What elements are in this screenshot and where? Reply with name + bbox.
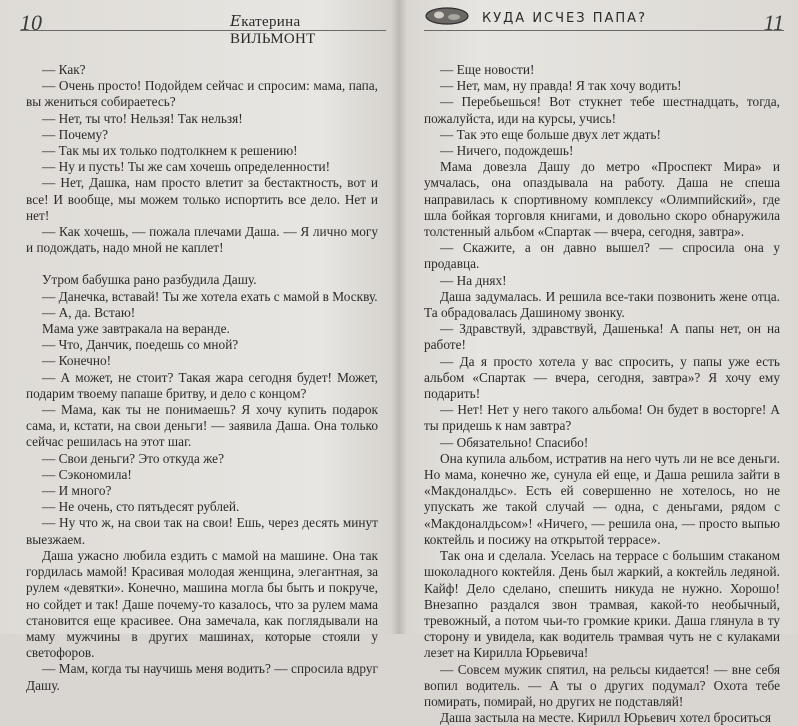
paragraph: — Нет, Дашка, нам просто влетит за бестактность, вот и все! И вообще, мы можем только испортить все дело. Нет и нет! [26,175,378,223]
paragraph: Даша ужасно любила ездить с мамой на машине. Она так гордилась мамой! Красивая молодая женщина, элегантная, за рулем «девятки». Конечно, машина могла бы быть и покруче, но сойдет и так! Даше почему-то казалось, что за рулем мама становится еще красивее. Она замечала, как поглядывали на маму мужчины в других машинах, которые стояли у светофоров. [26,547,378,661]
paragraph: — Нет! Нет у него такого альбома! Он будет в восторге! А ты придешь к нам завтра? [424,402,780,434]
paragraph: — А может, не стоит? Такая жара сегодня будет! Может, подарим твоему папаше бритву, и дело с концом? [26,369,378,401]
author-initial: Е [230,12,242,30]
paragraph: — Сэкономила! [42,466,132,482]
left-page [0,0,396,693]
paragraph: — Еще новости! [440,62,535,77]
series-logo-icon [424,6,470,26]
paragraph: Она купила альбом, истратив на него чуть ли не все деньги. Но мама, конечно же, сунула ей еще, и Даша решила зайти в «Макдоналдьс». Есть ей совершенно не хотелось, но не упускать же такой случай — одна, с деньгами, рядом с «Макдоналдьсом»! «Ничего, — решила она, — просто выпью коктейль и посижу на открытой террасе». [424,450,780,547]
paragraph: — Так это еще больше двух лет ждать! [440,126,661,142]
paragraph: — Нет, мам, ну правда! Я так хочу водить! [440,78,682,94]
paragraph: — Как? [42,62,86,77]
paragraph: — Мама, как ты не понимаешь? Я хочу купить подарок сама, и, кстати, на свои деньги! — заявила Даша. Она только сейчас решилась на этот шаг. [26,402,378,450]
paragraph: — Нет, ты что! Нельзя! Так нельзя! [42,110,243,126]
paragraph: Так она и сделала. Уселась на террасе с большим стаканом шоколадного коктейля. День был жаркий, а коктейль ледяной. Кайф! Дело сделано, спешить никуда не нужно. Хорошо! Внезапно раздался звон трамвая, какой-то необычный, тревожный, а потом чьи-то громкие крики. Даша глянула в ту сторону и увидела, как водитель трамвая чуть не с кулаками лезет на Кирилла Юрьевича! [424,548,780,661]
paragraph: Даша задумалась. И решила все-таки позвонить жене отца. Та обрадовалась Дашиному звонку. [424,288,780,321]
paragraph: — Да я просто хотела у вас спросить, у папы уже есть альбом «Спартак — вчера, сегодня, завтра»? Я хочу ему подарить! [424,353,780,402]
paragraph: — Перебьешься! Вот стукнет тебе шестнадцать, тогда, пожалуйста, иди на курсы, учись! [424,94,780,126]
paragraph: Мама довезла Дашу до метро «Проспект Мира» и умчалась, она опаздывала на работу. Даша не спеша направилась к спортивному комплексу «Олимпийский», где шла бойкая торговля книгами, и довольно скоро обнаружила толстенный альбом «Спартак — вчера, сегодня, завтра». [424,159,780,240]
paragraph: — Очень просто! Подойдем сейчас и спросим: мама, папа, вы жениться собираетесь? [26,78,378,110]
paragraph: — Ничего, подождешь! [440,143,574,159]
paragraph: — И много? [42,483,112,499]
paragraph: — А, да. Встаю! [42,304,136,320]
left-header [20,6,386,47]
paragraph: — Так мы их только подтолкнем к решению! [42,143,298,159]
right-page [402,0,798,726]
paragraph: — Здравствуй, здравствуй, Дашенька! А папы нет, он на работе! [424,321,780,353]
author-name-rest: катерина ВИЛЬМОНТ [230,14,316,47]
paragraph: — Скажите, а он давно вышел? — спросила она у продавца. [424,240,780,272]
paragraph: — Конечно! [42,353,112,369]
paragraph: — Ну и пусть! Ты же сам хочешь определенности! [42,159,331,175]
paragraph: Мама уже завтракала на веранде. [42,321,230,337]
paragraph: — Как хочешь, — пожала плечами Даша. — Я лично могу и подождать, надо мной не каплет! [26,224,378,256]
running-head-title: КУДА ИСЧЕЗ ПАПА? [482,11,647,26]
paragraph: — Данечка, вставай! Ты же хотела ехать с мамой в Москву. [42,288,378,304]
right-header [424,6,784,36]
paragraph: — Ну что ж, на свои так на свои! Ешь, через десять минут выезжаем. [26,515,378,547]
paragraph: — Почему? [42,126,109,142]
paragraph: — Совсем мужик спятил, на рельсы кидается! — вне себя вопил водитель. — А ты о других подумал? Охота тебе помирать, помирай, но других не подставляй! [424,661,780,709]
paragraph: Даша застыла на месте. Кирилл Юрьевич хотел броситься [440,710,771,726]
right-page-text [424,62,780,726]
page-number: 10 [20,10,42,35]
page-number: 11 [763,10,784,35]
paragraph: — Мам, когда ты научишь меня водить? — спросила вдруг Дашу. [26,661,378,693]
paragraph: — Что, Данчик, поедешь со мной? [42,337,239,353]
header-rule [20,30,386,31]
paragraph: — Свои деньги? Это откуда же? [42,450,224,466]
paragraph: — Не очень, сто пятьдесят рублей. [42,499,240,515]
paragraph: — На днях! [440,272,507,288]
header-rule [424,30,784,31]
paragraph: Утром бабушка рано разбудила Дашу. [42,272,257,288]
left-page-text [26,62,378,694]
paragraph: — Обязательно! Спасибо! [440,434,589,450]
